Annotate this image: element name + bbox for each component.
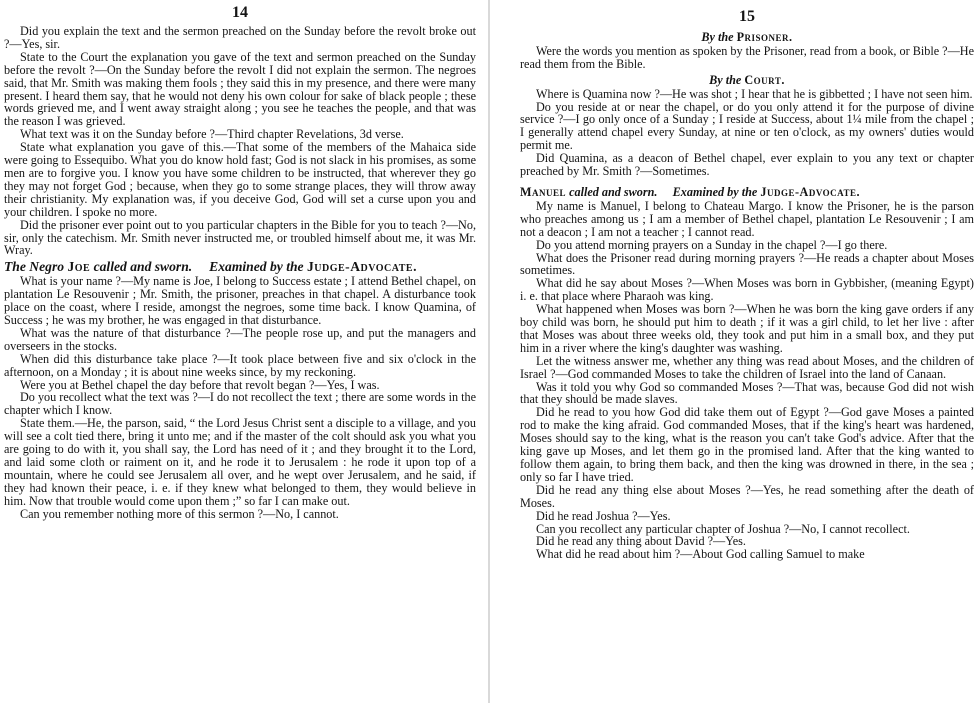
paragraph: What text was it on the Sunday before ?—Third chapter Revelations, 3d verse. bbox=[20, 127, 404, 142]
paragraph: Did he read Joshua ?—Yes. bbox=[536, 508, 671, 523]
paragraph: Were the words you mention as spoken by the Prisoner, read from a book, or Bible ?—He read them from the Bible. bbox=[520, 43, 974, 71]
paragraph: Were you at Bethel chapel the day before that revolt began ?—Yes, I was. bbox=[20, 377, 380, 392]
heading-text: called and sworn. bbox=[569, 184, 658, 199]
paragraph: Can you recollect any particular chapter of Joshua ?—No, I cannot recollect. bbox=[536, 521, 910, 536]
paragraph: My name is Manuel, I belong to Chateau Margo. I know the Prisoner, he is the parson who preaches among us ; I am a member of Bethel chapel, plantation Le Resouvenir ; I am not a deacon ; I am not a teacher ; I cannot read. bbox=[520, 198, 974, 239]
section-heading-court bbox=[520, 74, 974, 87]
paragraph: Did he read any thing about David ?—Yes. bbox=[536, 534, 746, 549]
witness-name: Joe bbox=[67, 259, 91, 275]
heading-title: Judge-Advocate. bbox=[760, 184, 861, 199]
heading-title: Judge-Advocate. bbox=[306, 259, 417, 275]
heading-text: The Negro bbox=[4, 259, 65, 275]
heading-text: Examined by the bbox=[672, 184, 758, 199]
paragraph: Did you explain the text and the sermon preached on the Sunday before the revolt broke out ?—Yes, sir. bbox=[4, 24, 476, 51]
paragraph: What happened when Moses was born ?—When he was born the king gave orders if any boy child was born, he should put him to death ; if it was a girl child, to let her live : after that Moses was about three weeks old, they took and put him in a small box, and they put him in a river where the king's daughter was washing. bbox=[520, 302, 974, 355]
paragraph: Did he read to you how God did take them out of Egypt ?—God gave Moses a painted rod to make the king afraid. God commanded Moses, that if the king's heart was hardened, Moses should say to the king, what is the reason you can't take God's advice. After that the king gave up Moses, and let them go in the promised land. After that the king wanted to follow them again, to bring them back, and then the king was drowned in there, in the sea ; only so far I have tried. bbox=[520, 405, 974, 484]
section-heading-joe bbox=[4, 260, 476, 274]
paragraph: Where is Quamina now ?—He was shot ; I hear that he is gibbetted ; I have not seen him. bbox=[536, 86, 973, 101]
paragraph: When did this disturbance take place ?—It took place between five and six o'clock in the afternoon, on a Monday ; it is about nine weeks since, by my reckoning. bbox=[4, 351, 476, 379]
paragraph: Do you recollect what the text was ?—I do not recollect the text ; there are some words in the chapter which I know. bbox=[4, 390, 476, 418]
page-number-right: 15 bbox=[739, 8, 755, 25]
section-heading-prisoner bbox=[520, 31, 974, 44]
paragraph: Do you attend morning prayers on a Sunday in the chapel ?—I go there. bbox=[536, 237, 888, 252]
paragraph: Did the prisoner ever point out to you particular chapters in the Bible for you to teach ?—No, sir, only the catechism. Mr. Smith never instructed me, or troubled himself about me, it was Mr. Wray. bbox=[4, 217, 476, 258]
heading-text: called and sworn. bbox=[93, 259, 193, 275]
paragraph: State what explanation you gave of this.—That some of the members of the Mahaica side were going to Essequibo. What you do know hold fast; God is not slack in his promises, as some men are to forgive you. I know you have some children to be instructed, that wherever they go they may not forget God ; because, when they go to some strange places, they will throw away their christianity. My explanation was, if you deceive God, God will set a curse upon you and your children. I spoke no more. bbox=[4, 140, 476, 219]
paragraph: Did Quamina, as a deacon of Bethel chapel, ever explain to you any text or chapter preached by Mr. Smith ?—Sometimes. bbox=[520, 151, 974, 179]
heading-name: Court. bbox=[744, 72, 785, 87]
paragraph: State them.—He, the parson, said, “ the Lord Jesus Christ sent a disciple to a village, and you will see a colt tied there, bring it unto me; and if the master of the colt should ask you what you are going to do with it, you shall say, the Lord has need of it ; and they brought it to the Lord, and laid some cloth or raiment on it, and he rode it to Jerusalem : he rode it upon top of a mountain, where he could see Jerusalem all over, and he wept over Jerusalem, and he said, if they had known their peace, i. e. if they knew what belonged to them, they would believe in him. Now that trouble would come upon them ;” so far I can make out. bbox=[4, 416, 476, 508]
paragraph: Did he read any thing else about Moses ?—Yes, he read something after the death of Moses. bbox=[520, 482, 974, 510]
page-number-left: 14 bbox=[232, 4, 248, 21]
paragraph: Do you reside at or near the chapel, or do you only attend it for the purpose of divine service ?—I go only once of a Sunday ; I reside at Success, about 1¼ mile from the chapel ; I generally attend chapel every Sunday, at nine or ten o'clock, as my owners' duties would permit me. bbox=[520, 99, 974, 153]
paragraph: What did he read about him ?—About God calling Samuel to make bbox=[536, 547, 865, 562]
section-heading-manuel bbox=[520, 186, 974, 199]
heading-name: Prisoner. bbox=[736, 30, 793, 44]
heading-text: By the bbox=[701, 30, 734, 44]
paragraph: Let the witness answer me, whether any thing was read about Moses, and the children of Israel ?—God commanded Moses to take the children of Israel into the land of Canaan. bbox=[520, 353, 974, 381]
witness-name: Manuel bbox=[520, 184, 567, 199]
paragraph: What is your name ?—My name is Joe, I belong to Success estate ; I attend Bethel chapel, on plantation Le Resouvenir ; Mr. Smith, the prisoner, preaches in that chapel. A disturbance took place on the coast, where I reside, amongst the negroes, some time back. I know Quamina, of Success ; he was my brother, he was engaged in that disturbance. bbox=[4, 274, 476, 328]
paragraph: State to the Court the explanation you gave of the text and sermon preached on the Sunday before the revolt ?—On the Sunday before the revolt I did not explain the sermon. The negroes said, that Mr. Smith was making them fools ; they said this in my presence, and there were many present. I heard them say, that he would not deny his own colour for sake of black people ; these words grieved me, and I went away straight along ; you see he teaches the people, and that was the reason I was grieved. bbox=[4, 49, 476, 129]
heading-text: Examined by the bbox=[209, 259, 304, 275]
right-page bbox=[490, 0, 980, 703]
paragraph: What was the nature of that disturbance ?—The people rose up, and put the managers and overseers in the stocks. bbox=[4, 325, 476, 353]
paragraph: What does the Prisoner read during morning prayers ?—He reads a chapter about Moses sometimes. bbox=[520, 250, 974, 278]
paragraph: What did he say about Moses ?—When Moses was born in Gybbisher, (meaning Egypt) i. e. that place where Pharaoh was king. bbox=[520, 276, 974, 304]
paragraph: Was it told you why God so commanded Moses ?—That was, because God did not wish that they should be made slaves. bbox=[520, 379, 974, 407]
heading-text: By the bbox=[709, 72, 742, 87]
paragraph: Can you remember nothing more of this sermon ?—No, I cannot. bbox=[20, 506, 339, 521]
